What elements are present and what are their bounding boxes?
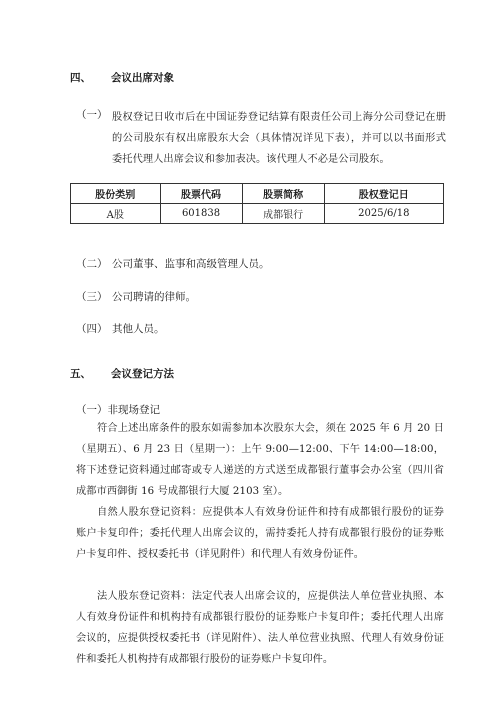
registration-paragraph-3: 法人股东登记资料：法定代表人出席会议的，应提供法人单位营业执照、本人有效身份证件和机构持有成都银行股份的证券账户卡复印件；委托代理人出席会议的，应提供授权委托书（详见附件）、法人单位营业执照、代理人有效身份证件和委托人机构持有成都银行股份的证券账户卡复印件。 — [76, 591, 444, 665]
registration-table — [70, 183, 444, 224]
section-4-title: 会议出席对象 — [111, 72, 174, 84]
table-header-cell: 股票简称 — [242, 184, 324, 204]
table-row — [71, 204, 444, 224]
table-cell: 2025/6/18 — [324, 204, 443, 224]
item-3-text: 公司聘请的律师。 — [112, 291, 196, 303]
item-1-text: 股权登记日收市后在中国证券登记结算有限责任公司上海分公司登记在册的公司股东有权出席股东大会（具体情况详见下表），并可以以书面形式委托代理人出席会议和参加表决。该代理人不必是公司股东。 — [112, 112, 446, 165]
table-header-cell: 股票代码 — [160, 184, 242, 204]
registration-paragraph-2: 自然人股东登记资料：应提供本人有效身份证件和持有成都银行股份的证券账户卡复印件；委托代理人出席会议的，需持委托人持有成都银行股份的证券账户卡复印件、授权委托书（详见附件）和代理人有效身份证件。 — [76, 507, 444, 560]
section-4-item-1 — [76, 107, 446, 170]
table-header-cell: 股份类别 — [71, 184, 161, 204]
table-header-row — [71, 184, 444, 204]
table-cell: 601838 — [160, 204, 242, 224]
item-2-number: （二） — [76, 258, 108, 270]
item-1-number: （一） — [76, 109, 108, 121]
section-5-number: 五、 — [70, 368, 91, 380]
section-5-title: 会议登记方法 — [111, 368, 174, 380]
table-cell: A股 — [71, 204, 161, 224]
item-4-number: （四） — [76, 323, 108, 335]
subsection-heading: （一）非现场登记 — [76, 404, 160, 416]
item-2-text: 公司董事、监事和高级管理人员。 — [112, 258, 270, 270]
table-cell: 成都银行 — [242, 204, 324, 224]
registration-paragraph-1: 符合上述出席条件的股东如需参加本次股东大会，须在 2025 年 6 月 20 日（星期五）、6 月 23 日（星期一）：上午 9:00—12:00、下午 14:00—18:00，将下述登记资料通过邮寄或专人递送的方式送至成都银行董事会办公室（四川省成都市西御街 16 号成都银行大厦 2103 室）。 — [76, 423, 444, 497]
item-4-text: 其他人员。 — [112, 323, 165, 335]
table-header-cell: 股权登记日 — [324, 184, 443, 204]
section-4-number: 四、 — [70, 72, 91, 84]
item-3-number: （三） — [76, 291, 108, 303]
